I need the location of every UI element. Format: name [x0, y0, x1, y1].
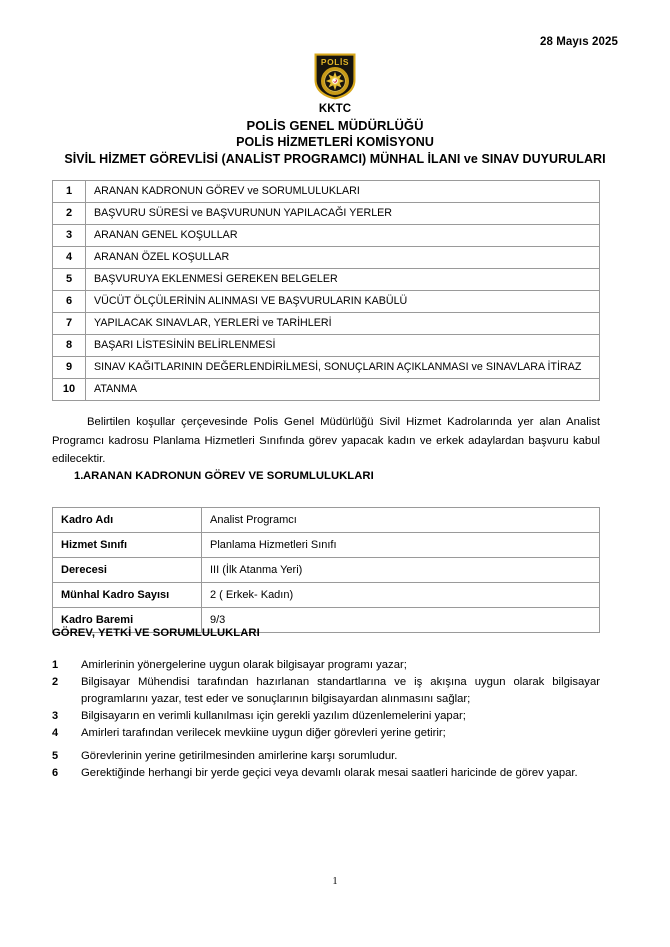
kadro-row-value: 9/3	[202, 608, 600, 633]
header-line-subject: SİVİL HİZMET GÖREVLİSİ (ANALİST PROGRAMCI) MÜNHAL İLANI ve SINAV DUYURULARI	[64, 151, 606, 166]
table-row	[53, 291, 600, 313]
index-row-text: SINAV KAĞITLARININ DEĞERLENDİRİLMESİ, SONUÇLARIN AÇIKLANMASI ve SINAVLARA İTİRAZ	[86, 357, 600, 379]
duties-heading: GÖREV, YETKİ VE SORUMLULUKLARI	[52, 627, 260, 639]
duty-number: 6	[52, 767, 59, 779]
table-row	[53, 269, 600, 291]
kadro-row-value: III (İlk Atanma Yeri)	[202, 558, 600, 583]
duty-number: 3	[52, 710, 59, 722]
index-row-text: BAŞVURUYA EKLENMESİ GEREKEN BELGELER	[86, 269, 600, 291]
list-item	[52, 657, 600, 674]
table-row	[53, 181, 600, 203]
index-row-text: ARANAN ÖZEL KOŞULLAR	[86, 247, 600, 269]
svg-text:POLİS: POLİS	[320, 57, 350, 67]
table-row	[53, 379, 600, 401]
section-1-title: ARANAN KADRONUN GÖREV VE SORUMLULUKLARI	[83, 470, 374, 482]
index-row-text: ARANAN GENEL KOŞULLAR	[86, 225, 600, 247]
table-row	[53, 357, 600, 379]
index-row-number: 5	[53, 269, 86, 291]
index-row-number: 3	[53, 225, 86, 247]
duty-text: Bilgisayar Mühendisi tarafından hazırlanan standartlarına ve iş akışına uygun olarak bilgisayar programlarını yazar, test eder ve sonuçlarının bilgisayardan alınmasını sağlar;	[81, 676, 600, 705]
duty-text: Görevlerinin yerine getirilmesinden amirlerine karşı sorumludur.	[81, 750, 398, 762]
index-row-text: BAŞVURU SÜRESİ ve BAŞVURUNUN YAPILACAĞI YERLER	[86, 203, 600, 225]
header-line-kktc: KKTC	[318, 103, 352, 115]
emblem-container	[0, 52, 670, 100]
kadro-row-label: Derecesi	[53, 558, 202, 583]
kadro-row-label: Hizmet Sınıfı	[53, 533, 202, 558]
kadro-row-label: Münhal Kadro Sayısı	[53, 583, 202, 608]
header-line-commission: POLİS HİZMETLERİ KOMİSYONU	[236, 135, 434, 149]
duty-text: Amirleri tarafından verilecek mevkiine uygun diğer görevleri yerine getirir;	[81, 727, 446, 739]
index-row-text: ATANMA	[86, 379, 600, 401]
duty-number: 2	[52, 676, 59, 688]
duty-text: Gerektiğinde herhangi bir yerde geçici veya devamlı olarak mesai saatleri haricinde de görev yapar.	[81, 767, 578, 779]
list-item	[52, 708, 600, 725]
table-row	[53, 225, 600, 247]
index-row-number: 8	[53, 335, 86, 357]
table-row	[53, 247, 600, 269]
kadro-table-body	[53, 508, 600, 633]
index-row-number: 6	[53, 291, 86, 313]
index-row-text: ARANAN KADRONUN GÖREV ve SORUMLULUKLARI	[86, 181, 600, 203]
index-table	[52, 180, 600, 401]
list-item	[52, 674, 600, 708]
index-row-number: 4	[53, 247, 86, 269]
index-row-text: BAŞARI LİSTESİNİN BELİRLENMESİ	[86, 335, 600, 357]
index-row-text: YAPILACAK SINAVLAR, YERLERİ ve TARİHLERİ	[86, 313, 600, 335]
kadro-row-value: Planlama Hizmetleri Sınıfı	[202, 533, 600, 558]
duty-text: Amirlerinin yönergelerine uygun olarak bilgisayar programı yazar;	[81, 659, 407, 671]
table-row	[53, 313, 600, 335]
duties-list	[52, 657, 600, 782]
page-number: 1	[332, 876, 338, 887]
index-table-body	[53, 181, 600, 401]
table-row	[53, 508, 600, 533]
header-line-directorate: POLİS GENEL MÜDÜRLÜĞÜ	[246, 117, 424, 133]
duty-number: 5	[52, 750, 59, 762]
table-row	[53, 583, 600, 608]
document-date: 28 Mayıs 2025	[539, 36, 618, 48]
intro-paragraph: Belirtilen koşullar çerçevesinde Polis Genel Müdürlüğü Sivil Hizmet Kadrolarında yer alan Analist Programcı kadrosu Planlama Hizmetleri Sınıfında görev yapacak kadın ve erkek adaylardan başvuru kabul edilecektir.	[52, 416, 600, 465]
table-row	[53, 335, 600, 357]
list-item	[52, 765, 600, 782]
section-1-number: 1.	[74, 470, 84, 482]
kadro-detail-table	[52, 507, 600, 633]
index-row-number: 2	[53, 203, 86, 225]
table-row	[53, 203, 600, 225]
index-row-number: 7	[53, 313, 86, 335]
duty-text: Bilgisayarın en verimli kullanılması için gerekli yazılım düzenlemelerini yapar;	[81, 710, 466, 722]
table-row	[53, 533, 600, 558]
index-row-text: VÜCÜT ÖLÇÜLERİNİN ALINMASI VE BAŞVURULARIN KABÜLÜ	[86, 291, 600, 313]
section-1-heading	[52, 470, 600, 482]
table-row	[53, 558, 600, 583]
duty-number: 4	[52, 727, 59, 739]
kadro-row-value: Analist Programcı	[202, 508, 600, 533]
duty-number: 1	[52, 659, 59, 671]
index-row-number: 10	[53, 379, 86, 401]
kadro-row-label: Kadro Baremi	[53, 608, 202, 633]
kadro-row-label: Kadro Adı	[53, 508, 202, 533]
document-header	[0, 101, 670, 167]
kadro-row-value: 2 ( Erkek- Kadın)	[202, 583, 600, 608]
list-item	[52, 725, 600, 742]
list-item	[52, 748, 600, 765]
index-row-number: 1	[53, 181, 86, 203]
polis-badge-icon	[312, 52, 358, 100]
index-row-number: 9	[53, 357, 86, 379]
